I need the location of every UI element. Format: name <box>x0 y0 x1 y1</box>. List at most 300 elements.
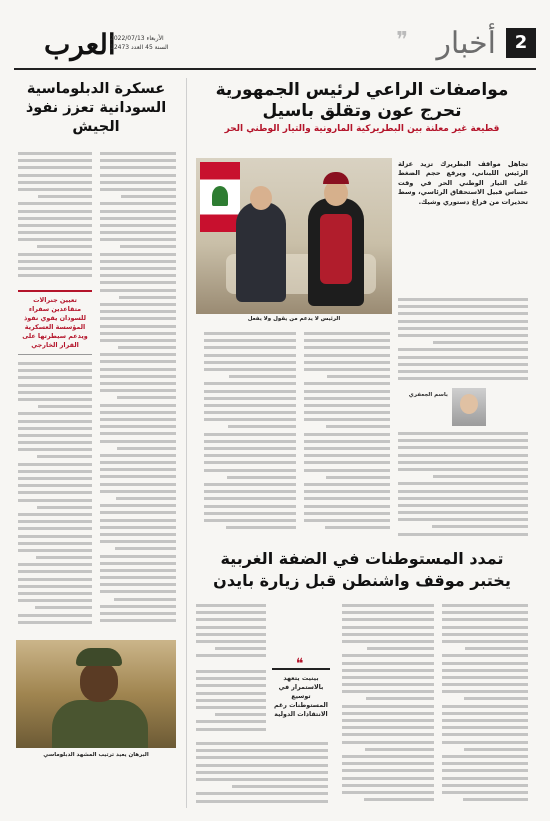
text-line <box>398 488 528 495</box>
text-bar <box>100 231 176 234</box>
text-line <box>18 446 92 453</box>
text-bar <box>215 647 266 650</box>
text-bar <box>342 618 434 621</box>
text-line <box>100 603 176 610</box>
text-bar <box>442 769 528 772</box>
text-bar <box>442 726 528 729</box>
text-line <box>342 688 434 695</box>
text-bar <box>304 368 390 371</box>
text-bar <box>342 662 434 665</box>
text-line <box>100 588 176 595</box>
text-line <box>342 789 434 796</box>
text-line <box>18 243 92 250</box>
date-block <box>110 34 169 52</box>
text-bar <box>196 800 328 803</box>
text-line <box>442 703 528 710</box>
text-bar <box>196 626 266 629</box>
text-line <box>18 200 92 207</box>
text-line <box>100 287 176 294</box>
text-bar <box>398 320 528 323</box>
text-line <box>100 344 176 351</box>
text-line <box>204 344 296 351</box>
text-bar <box>304 361 390 364</box>
text-bar <box>433 341 528 344</box>
text-bar <box>100 583 176 586</box>
text-line <box>100 315 176 322</box>
text-line <box>442 660 528 667</box>
text-bar <box>398 439 528 442</box>
text-line <box>100 157 176 164</box>
text-bar <box>367 647 434 650</box>
text-line <box>342 703 434 710</box>
text-line <box>342 710 434 717</box>
main-headline-block <box>196 80 528 134</box>
text-bar <box>18 427 92 430</box>
text-bar <box>100 202 176 205</box>
text-bar <box>433 475 528 478</box>
text-bar <box>18 267 92 270</box>
text-bar <box>100 353 176 356</box>
person-face <box>80 662 118 702</box>
text-line <box>100 366 176 373</box>
text-line <box>100 488 176 495</box>
text-line <box>18 229 92 236</box>
text-line <box>18 389 92 396</box>
text-bar <box>100 303 176 306</box>
text-bar <box>226 526 296 529</box>
text-bar <box>304 397 390 400</box>
text-line <box>342 638 434 645</box>
text-bar <box>204 411 296 414</box>
text-line <box>196 718 266 725</box>
text-line <box>100 337 176 344</box>
text-bar <box>204 461 296 464</box>
text-column <box>342 602 434 808</box>
text-line <box>204 416 296 423</box>
text-bar <box>442 690 528 693</box>
text-bar <box>18 570 92 573</box>
text-bar <box>18 210 92 213</box>
text-bar <box>18 188 92 191</box>
person-left <box>236 202 286 302</box>
text-line <box>18 482 92 489</box>
text-bar <box>304 382 390 385</box>
text-line <box>18 258 92 265</box>
text-line <box>398 466 528 473</box>
text-line <box>304 459 390 466</box>
person-body <box>52 700 148 748</box>
text-bar <box>18 217 92 220</box>
text-bar <box>304 497 390 500</box>
left-highlight-box: تعيين جنرالات متقاعدين سفراء للسودان يقوي نفوذ المؤسسة العسكرية ويدعم سيطرتها على القرار الخارجي <box>18 290 92 355</box>
issue-line: السنة 45 العدد 12473 <box>110 44 169 51</box>
text-bar <box>100 519 176 522</box>
text-line <box>18 561 92 568</box>
text-line <box>196 645 266 652</box>
text-line <box>18 576 92 583</box>
text-bar <box>342 669 434 672</box>
text-line <box>204 510 296 517</box>
text-bar <box>196 640 266 643</box>
text-column <box>18 150 92 284</box>
text-bar <box>398 490 528 493</box>
masthead <box>14 22 536 66</box>
text-line <box>18 583 92 590</box>
text-line <box>442 775 528 782</box>
text-bar <box>100 210 176 213</box>
text-bar <box>442 662 528 665</box>
text-line <box>204 503 296 510</box>
text-bar <box>18 535 92 538</box>
text-line <box>204 359 296 366</box>
text-bar <box>327 375 390 378</box>
text-bar <box>304 461 390 464</box>
text-bar <box>232 785 328 788</box>
text-bar <box>18 549 92 552</box>
text-bar <box>304 346 390 349</box>
text-bar <box>100 368 176 371</box>
text-bar <box>100 454 176 457</box>
text-line <box>342 724 434 731</box>
text-line <box>18 222 92 229</box>
text-bar <box>398 356 528 359</box>
text-line <box>18 208 92 215</box>
text-bar <box>204 354 296 357</box>
text-bar <box>100 181 176 184</box>
text-line <box>18 468 92 475</box>
text-line <box>18 475 92 482</box>
text-bar <box>342 791 434 794</box>
text-bar <box>304 339 390 342</box>
text-bar <box>398 377 528 380</box>
text-bar <box>38 195 92 198</box>
text-line <box>442 717 528 724</box>
text-bar <box>100 540 176 543</box>
text-line <box>18 382 92 389</box>
text-bar <box>442 719 528 722</box>
text-line <box>204 352 296 359</box>
text-bar <box>196 670 266 673</box>
text-bar <box>196 749 328 752</box>
text-bar <box>196 792 328 795</box>
text-bar <box>342 755 434 758</box>
text-line <box>18 619 92 626</box>
text-line <box>204 488 296 495</box>
text-line <box>18 425 92 432</box>
text-line <box>342 631 434 638</box>
text-line <box>442 746 528 753</box>
text-bar <box>204 490 296 493</box>
text-line <box>442 674 528 681</box>
text-line <box>304 495 390 502</box>
text-line <box>100 531 176 538</box>
text-line <box>304 380 390 387</box>
text-line <box>398 368 528 375</box>
text-line <box>398 361 528 368</box>
text-bar <box>100 375 176 378</box>
text-bar <box>326 476 391 479</box>
quote-mark-icon: ❞ <box>396 28 408 53</box>
text-line <box>304 409 390 416</box>
text-bar <box>204 497 296 500</box>
text-bar <box>229 375 296 378</box>
text-bar <box>100 360 176 363</box>
text-bar <box>120 245 176 248</box>
text-bar <box>100 432 176 435</box>
text-line <box>18 540 92 547</box>
text-bar <box>442 683 528 686</box>
text-line <box>304 423 390 430</box>
text-bar <box>18 412 92 415</box>
text-line <box>342 767 434 774</box>
text-line <box>18 612 92 619</box>
text-bar <box>100 425 176 428</box>
text-line <box>342 739 434 746</box>
text-line <box>342 609 434 616</box>
text-line <box>18 164 92 171</box>
text-bar <box>18 369 92 372</box>
text-bar <box>196 706 266 709</box>
text-line <box>196 668 266 675</box>
text-bar <box>342 676 434 679</box>
text-line <box>18 597 92 604</box>
text-bar <box>398 497 528 500</box>
section-title: أخبار <box>436 26 496 61</box>
text-bar <box>196 771 328 774</box>
text-bar <box>100 576 176 579</box>
sudan-photo <box>16 640 176 748</box>
text-bar <box>398 454 528 457</box>
text-line <box>196 631 266 638</box>
text-line <box>100 215 176 222</box>
text-bar <box>304 411 390 414</box>
text-bar <box>18 420 92 423</box>
text-line <box>304 352 390 359</box>
text-bar <box>215 713 266 716</box>
text-line <box>18 193 92 200</box>
text-bar <box>18 238 92 241</box>
text-bar <box>442 784 528 787</box>
text-line <box>100 617 176 624</box>
text-bar <box>18 448 92 451</box>
text-line <box>18 150 92 157</box>
text-line <box>398 502 528 509</box>
text-bar <box>100 590 176 593</box>
text-line <box>196 711 266 718</box>
text-column <box>196 602 266 662</box>
text-line <box>100 164 176 171</box>
text-line <box>196 675 266 682</box>
text-bar <box>100 238 176 241</box>
text-line <box>304 510 390 517</box>
text-bar <box>342 777 434 780</box>
text-line <box>342 731 434 738</box>
text-bar <box>398 533 528 536</box>
text-line <box>398 495 528 502</box>
text-line <box>196 690 266 697</box>
text-line <box>304 452 390 459</box>
text-bar <box>364 798 434 801</box>
text-bar <box>204 390 296 393</box>
text-bar <box>325 526 390 529</box>
text-bar <box>196 756 328 759</box>
text-line <box>100 229 176 236</box>
text-line <box>196 783 328 790</box>
text-bar <box>304 404 390 407</box>
text-bar <box>342 705 434 708</box>
text-line <box>100 560 176 567</box>
text-bar <box>304 490 390 493</box>
text-bar <box>304 512 390 515</box>
text-bar <box>442 669 528 672</box>
text-bar <box>100 317 176 320</box>
text-bar <box>196 618 266 621</box>
text-line <box>196 754 328 761</box>
text-line <box>204 373 296 380</box>
text-line <box>100 423 176 430</box>
text-line <box>100 150 176 157</box>
text-line <box>204 517 296 524</box>
text-line <box>398 437 528 444</box>
column-divider <box>186 78 187 808</box>
text-line <box>196 762 328 769</box>
text-line <box>100 466 176 473</box>
text-line <box>18 272 92 279</box>
text-bar <box>304 332 390 335</box>
text-line <box>18 547 92 554</box>
text-bar <box>342 733 434 736</box>
text-bar <box>18 621 92 624</box>
text-line <box>100 524 176 531</box>
bottom-headline-block <box>196 548 528 592</box>
text-bar <box>18 513 92 516</box>
text-bar <box>204 404 296 407</box>
text-bar <box>18 614 92 617</box>
text-line <box>18 396 92 403</box>
text-bar <box>304 354 390 357</box>
text-line <box>442 652 528 659</box>
text-bar <box>18 599 92 602</box>
text-bar <box>342 633 434 636</box>
text-line <box>100 200 176 207</box>
text-line <box>100 301 176 308</box>
text-bar <box>18 376 92 379</box>
text-line <box>100 509 176 516</box>
text-line <box>442 724 528 731</box>
text-bar <box>37 245 92 248</box>
text-bar <box>196 633 266 636</box>
text-bar <box>18 231 92 234</box>
text-line <box>18 590 92 597</box>
text-line <box>304 359 390 366</box>
text-line <box>18 403 92 410</box>
text-line <box>342 667 434 674</box>
newspaper-logo: العرب <box>44 28 116 61</box>
text-bar <box>196 604 266 607</box>
text-bar <box>442 712 528 715</box>
text-bar <box>18 274 92 277</box>
text-bar <box>398 482 528 485</box>
text-bar <box>304 447 390 450</box>
text-line <box>342 660 434 667</box>
text-bar <box>342 784 434 787</box>
text-bar <box>442 733 528 736</box>
text-bar <box>100 569 176 572</box>
text-line <box>442 796 528 803</box>
text-line <box>304 474 390 481</box>
text-bar <box>365 748 434 751</box>
text-line <box>204 337 296 344</box>
text-line <box>342 645 434 652</box>
text-line <box>398 444 528 451</box>
text-line <box>100 409 176 416</box>
text-line <box>100 251 176 258</box>
text-line <box>18 525 92 532</box>
text-line <box>18 265 92 272</box>
text-line <box>100 596 176 603</box>
text-line <box>100 581 176 588</box>
text-bar <box>18 166 92 169</box>
text-line <box>18 518 92 525</box>
text-bar <box>18 477 92 480</box>
text-line <box>100 279 176 286</box>
text-line <box>100 330 176 337</box>
text-line <box>18 533 92 540</box>
text-bar <box>100 619 176 622</box>
text-line <box>442 602 528 609</box>
text-bar <box>18 159 92 162</box>
text-line <box>196 776 328 783</box>
text-bar <box>18 499 92 502</box>
text-line <box>18 497 92 504</box>
text-bar <box>442 755 528 758</box>
text-bar <box>442 741 528 744</box>
text-line <box>204 423 296 430</box>
text-bar <box>204 346 296 349</box>
text-line <box>18 439 92 446</box>
text-line <box>100 402 176 409</box>
text-bar <box>121 195 176 198</box>
text-line <box>398 375 528 382</box>
text-line <box>204 524 296 531</box>
text-bar <box>18 441 92 444</box>
text-line <box>342 746 434 753</box>
text-bar <box>204 519 296 522</box>
text-bar <box>196 699 266 702</box>
text-line <box>196 726 266 733</box>
text-line <box>18 453 92 460</box>
text-bar <box>100 289 176 292</box>
text-line <box>304 344 390 351</box>
text-line <box>304 402 390 409</box>
text-line <box>100 502 176 509</box>
text-bar <box>442 705 528 708</box>
text-line <box>342 616 434 623</box>
text-bar <box>204 483 296 486</box>
text-column <box>442 602 528 808</box>
text-line <box>442 688 528 695</box>
text-line <box>204 409 296 416</box>
text-line <box>442 753 528 760</box>
text-bar <box>100 217 176 220</box>
text-bar <box>100 418 176 421</box>
text-line <box>304 330 390 337</box>
text-bar <box>196 677 266 680</box>
text-line <box>204 495 296 502</box>
text-bar <box>196 611 266 614</box>
text-bar <box>442 762 528 765</box>
text-line <box>100 574 176 581</box>
